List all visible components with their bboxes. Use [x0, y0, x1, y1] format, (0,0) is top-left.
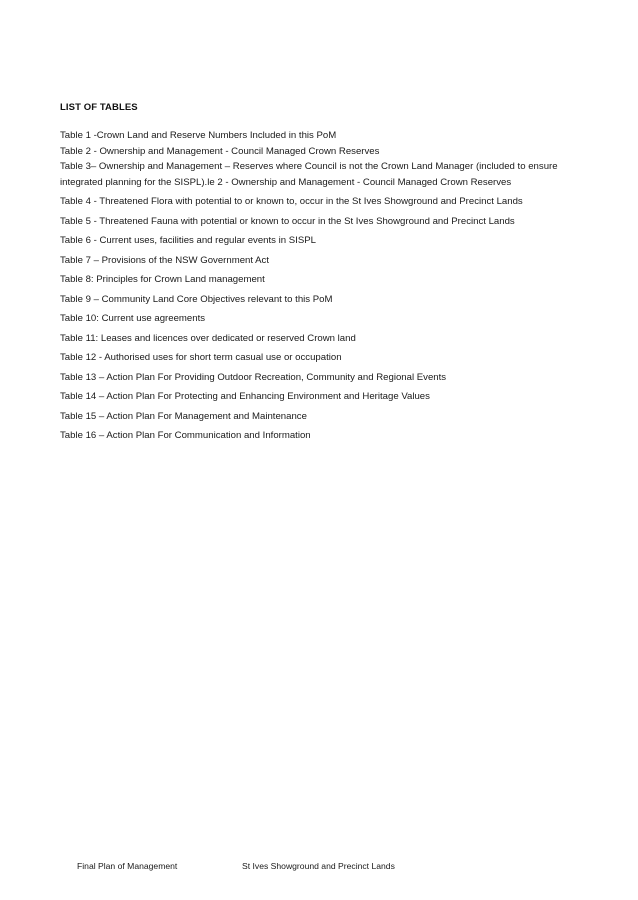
- table-entry-11[interactable]: Table 11: Leases and licences over dedicated or reserved Crown land: [60, 332, 356, 344]
- table-entry-14[interactable]: Table 14 – Action Plan For Protecting and Enhancing Environment and Heritage Values: [60, 391, 430, 402]
- table-entry-6[interactable]: Table 6 - Current uses, facilities and regular events in SISPL: [60, 235, 316, 246]
- footer-document-title: Final Plan of Management: [77, 861, 178, 871]
- table-entry-3[interactable]: Table 3– Ownership and Management – Reserves where Council is not the Crown Land Manager (included to ensure integrated planning for the SISPL).le 2 - Ownership and Management - Council Managed Crown Reserves: [60, 161, 558, 188]
- table-entry-5[interactable]: Table 5 - Threatened Fauna with potential or known to occur in the St Ives Showground and Precinct Lands: [60, 215, 515, 227]
- table-entry-9[interactable]: Table 9 – Community Land Core Objectives relevant to this PoM: [60, 293, 333, 305]
- table-entry-2[interactable]: Table 2 - Ownership and Management - Council Managed Crown Reserves: [60, 145, 380, 157]
- table-entry-16[interactable]: Table 16 – Action Plan For Communication and Information: [60, 430, 311, 441]
- footer-site-name: St Ives Showground and Precinct Lands: [242, 861, 395, 871]
- table-entry-10[interactable]: Table 10: Current use agreements: [60, 313, 206, 324]
- list-of-tables: [60, 128, 584, 448]
- table-entry-7[interactable]: Table 7 – Provisions of the NSW Government Act: [60, 254, 270, 266]
- table-entry-1[interactable]: Table 1 -Crown Land and Reserve Numbers Included in this PoM: [60, 130, 337, 141]
- table-entry-12[interactable]: Table 12 - Authorised uses for short term casual use or occupation: [60, 352, 342, 363]
- table-entry-4[interactable]: Table 4 - Threatened Flora with potential to or known to, occur in the St Ives Showground and Precinct Lands: [60, 196, 523, 207]
- table-entry-15[interactable]: Table 15 – Action Plan For Management and Maintenance: [60, 410, 307, 422]
- table-entry-8[interactable]: Table 8: Principles for Crown Land management: [60, 274, 265, 285]
- list-of-tables-heading: LIST OF TABLES: [60, 102, 138, 113]
- table-entry-13[interactable]: Table 13 – Action Plan For Providing Outdoor Recreation, Community and Regional Events: [60, 371, 447, 383]
